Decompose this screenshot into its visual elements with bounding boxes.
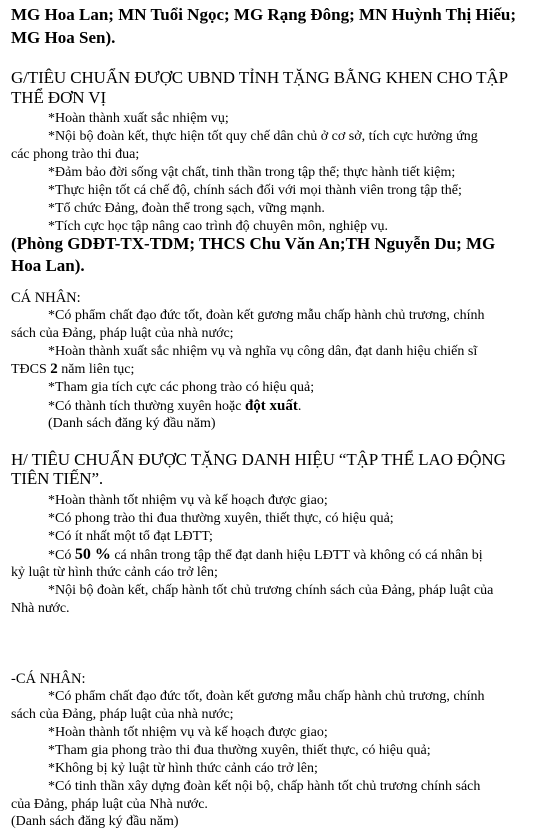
section-g-item-3: *Đảm bảo đời sống vật chất, tinh thần trong tập thể; thực hành tiết kiệm; [48,165,456,180]
section-g-heading-line-1: G/TIÊU CHUẨN ĐƯỢC UBND TỈNH TẶNG BẰNG KHEN CHO TẬP [11,68,508,87]
section-h-item-5b: Nhà nước. [11,601,70,616]
ca-nhan-1-item-2a: *Hoàn thành xuất sắc nhiệm vụ và nghĩa vụ công dân, đạt danh hiệu chiến sĩ [48,344,478,359]
ca-nhan-1-item-2b-pre: TĐCS [11,362,51,377]
section-g-item-6: *Tích cực học tập nâng cao trình độ chuyên môn, nghiệp vụ. [48,219,388,234]
section-h-item-4 [48,546,483,565]
section-h-item-4b: kỷ luật từ hình thức cảnh cáo trở lên; [11,565,218,580]
ca-nhan-1-item-4-pre: *Có thành tích thường xuyên hoặc [48,399,245,414]
ca-nhan-1-note: (Danh sách đăng ký đầu năm) [48,416,216,431]
section-h-item-2: *Có phong trào thi đua thường xuyên, thiết thực, có hiệu quả; [48,511,394,526]
ca-nhan-2-item-2: *Hoàn thành tốt nhiệm vụ và kế hoạch được giao; [48,725,328,740]
ca-nhan-1-item-4 [48,397,301,416]
section-h-item-5a: *Nội bộ đoàn kết, chấp hành tốt chủ trương chính sách của Đảng, pháp luật của [48,583,494,598]
ca-nhan-2-item-5b: của Đảng, pháp luật của Nhà nước. [11,797,208,812]
ca-nhan-1-item-2b [11,360,134,379]
ca-nhan-1-item-1a: *Có phẩm chất đạo đức tốt, đoàn kết gương mẫu chấp hành chủ trương, chính [48,308,485,323]
section-g-item-5: *Tổ chức Đảng, đoàn thể trong sạch, vững mạnh. [48,201,325,216]
section-g-heading-line-2: THỂ ĐƠN VỊ [11,88,107,107]
intro-bold-line-1: MG Hoa Lan; MN Tuổi Ngọc; MG Rạng Đông; MN Huỳnh Thị Hiếu; [11,5,517,24]
ca-nhan-2-label: -CÁ NHÂN: [11,671,86,687]
ca-nhan-1-item-2b-post: năm liên tục; [57,362,135,377]
section-h-item-4-pre: *Có [48,548,75,563]
section-g-units-line-2: Hoa Lan). [11,256,85,275]
section-g-item-1: *Hoàn thành xuất sắc nhiệm vụ; [48,111,229,126]
ca-nhan-2-item-4: *Không bị kỷ luật từ hình thức cảnh cáo trở lên; [48,761,318,776]
intro-bold-line-2: MG Hoa Sen). [11,28,116,47]
section-h-item-3: *Có ít nhất một tổ đạt LĐTT; [48,529,213,544]
section-g-item-2a: *Nội bộ đoàn kết, thực hiện tốt quy chế dân chủ ở cơ sở, tích cực hưởng ứng [48,129,478,144]
ca-nhan-2-item-3: *Tham gia phong trào thi đua thường xuyên, thiết thực, có hiệu quả; [48,743,431,758]
ca-nhan-1-item-4-bold: đột xuất [244,398,298,414]
ca-nhan-1-item-3: *Tham gia tích cực các phong trào có hiệu quả; [48,380,315,395]
section-h-item-1: *Hoàn thành tốt nhiệm vụ và kế hoạch được giao; [48,493,328,508]
ca-nhan-2-note: (Danh sách đăng ký đầu năm) [11,814,179,829]
ca-nhan-1-label: CÁ NHÂN: [11,290,81,306]
section-g-units-line-1: (Phòng GDĐT-TX-TDM; THCS Chu Văn An;TH Nguyễn Du; MG [11,234,496,253]
section-h-heading-line-1: H/ TIÊU CHUẨN ĐƯỢC TẶNG DANH HIỆU “TẬP THỂ LAO ĐỘNG [11,450,506,469]
section-h-item-4-post: cá nhân trong tập thể đạt danh hiệu LĐTT và không có cá nhân bị [110,548,483,563]
section-g-item-2b: các phong trào thi đua; [11,147,140,162]
section-h-heading-line-2: TIÊN TIẾN”. [11,469,104,488]
section-h-item-4-bold: 50 % [74,546,111,563]
ca-nhan-1-item-2b-num: 2 [50,361,58,377]
section-g-item-4: *Thực hiện tốt cá chế độ, chính sách đối với mọi thành viên trong tập thể; [48,183,462,198]
ca-nhan-2-item-5a: *Có tinh thần xây dựng đoàn kết nội bộ, chấp hành tốt chủ trương chính sách [48,779,481,794]
ca-nhan-1-item-4-post: . [297,399,302,414]
ca-nhan-2-item-1a: *Có phẩm chất đạo đức tốt, đoàn kết gương mẫu chấp hành chủ trương, chính [48,689,485,704]
ca-nhan-1-item-1b: sách của Đảng, pháp luật của nhà nước; [11,326,234,341]
ca-nhan-2-item-1b: sách của Đảng, pháp luật của nhà nước; [11,707,234,722]
